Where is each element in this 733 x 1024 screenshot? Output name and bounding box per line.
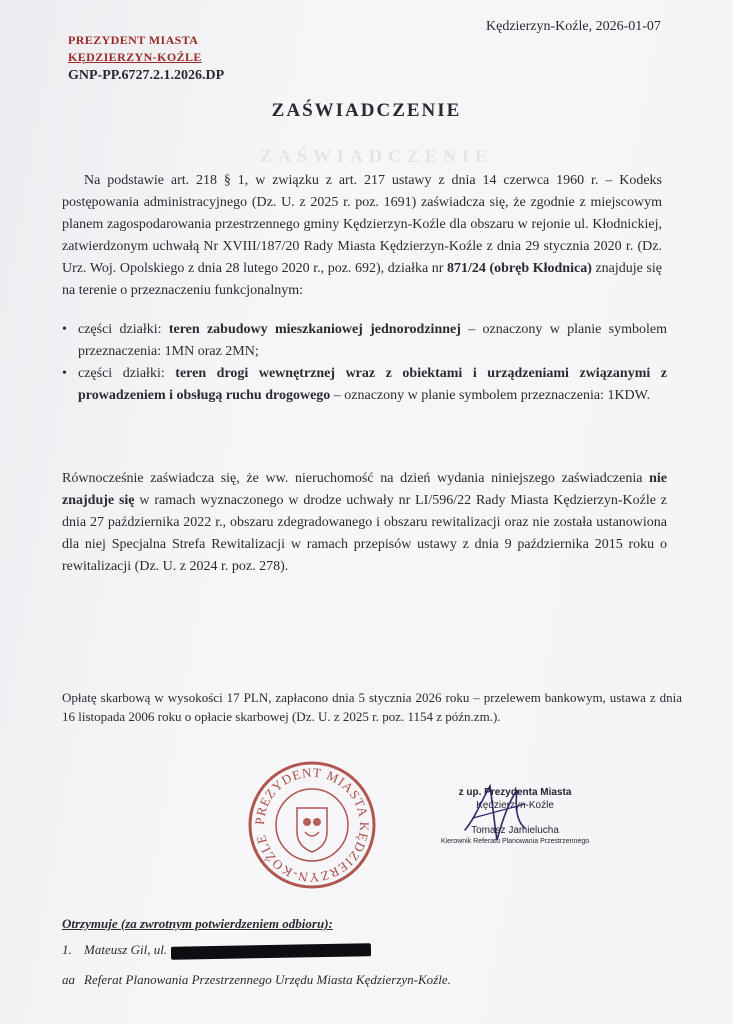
bullet2-bold: teren drogi wewnętrznej wraz z obiektami i urządzeniami związanymi z prowadzeniem i obsługą ruchu drogowego — [78, 366, 668, 403]
recipients-title: Otrzymuje (za zwrotnym potwierdzeniem odbioru): — [62, 916, 333, 931]
bullet2-suffix: – oznaczony w planie symbolem przeznaczenia: 1KDW. — [330, 388, 651, 403]
bullet1-prefix: części działki: — [78, 322, 169, 337]
recipient-1-number: 1. — [62, 942, 72, 957]
office-header-stamp — [68, 32, 202, 66]
signature-line1: z up. Prezydenta Miasta — [458, 787, 572, 798]
paragraph-revitalization — [62, 468, 667, 578]
bullet1-bold: teren zabudowy mieszkaniowej jednorodzinnej — [168, 322, 461, 337]
bullet2-prefix: części działki: — [78, 366, 176, 381]
redaction-bar — [171, 943, 371, 959]
paragraph-stamp-duty: Opłatę skarbową w wysokości 17 PLN, zapłacono dnia 5 stycznia 2026 roku – przelewem bankowym, ustawa z dnia 16 listopada 2006 roku o opłacie skarbowej (Dz. U. z 2025 r. poz. 1154 z późn.zm.). — [62, 690, 682, 724]
official-seal — [247, 760, 377, 890]
signatory-name: Tomasz Jamielucha — [471, 825, 559, 836]
paragraph-legal-basis — [62, 170, 662, 302]
office-header-line1: PREZYDENT MIASTA — [68, 33, 199, 47]
signatory-role: Kierownik Referatu Planowania Przestrzennego — [440, 838, 590, 845]
office-header-line2: KĘDZIERZYN-KOŹLE — [68, 50, 202, 64]
bleed-through-watermark: ZAŚWIADCZENIE — [260, 146, 494, 166]
recipient-2-text: Referat Planowania Przestrzennego Urzędu Miasta Kędzierzyn-Koźle. — [84, 972, 451, 987]
land-use-list — [62, 319, 667, 407]
document-reference: GNP-PP.6727.2.1.2026.DP — [68, 68, 225, 83]
bullet1-suffix: – oznaczony w planie symbolem przeznaczenia: 1MN oraz 2MN; — [78, 322, 667, 359]
recipient-2-number: aa — [62, 972, 75, 987]
paragraph2-bold: nie znajduje się — [62, 471, 667, 508]
place-and-date: Kędzierzyn-Koźle, 2026-01-07 — [486, 19, 661, 34]
svg-text:PREZYDENT MIASTA KĘDZIERZYN-KO — [252, 765, 372, 885]
signature-line2: Kędzierzyn-Koźle — [476, 800, 554, 811]
bullet-icon: • — [62, 322, 67, 337]
recipient-1-text: Mateusz Gil, ul. — [84, 942, 168, 957]
recipient-2 — [62, 972, 451, 988]
handwritten-signature — [455, 778, 545, 848]
paragraph1-text-b: znajduje się na terenie o przeznaczeniu funkcjonalnym: — [62, 261, 662, 298]
bullet-icon: • — [62, 366, 67, 381]
list-item — [62, 363, 667, 407]
parcel-number: 871/24 (obręb Kłodnica) — [447, 261, 592, 276]
seal-text: PREZYDENT MIASTA KĘDZIERZYN-KOŹLE — [251, 764, 373, 886]
recipient-1 — [62, 942, 371, 958]
list-item — [62, 319, 667, 363]
document-title: ZAŚWIADCZENIE — [271, 100, 462, 121]
paragraph1-text-a: Na podstawie art. 218 § 1, w związku z art. 217 ustawy z dnia 14 czerwca 1960 r. – Kodeks postępowania administracyjnego (Dz. U. z 2025 r. poz. 1691) zaświadcza się, że zgodnie z miejscowym planem zagospodarowania przestrzennego gminy Kędzierzyn-Koźle dla obszaru w rejonie ul. Kłodnickiej, zatwierdzonym uchwałą Nr XVIII/187/20 Rady Miasta Kędzierzyn-Koźle z dnia 29 stycznia 2020 r. (Dz. Urz. Woj. Opolskiego z dnia 28 lutego 2020 r., poz. 692), działka nr — [62, 173, 662, 276]
paragraph2-text-a: Równocześnie zaświadcza się, że ww. nieruchomość na dzień wydania niniejszego zaświadczenia — [62, 471, 650, 486]
paragraph2-text-b: w ramach wyznaczonego w drodze uchwały nr LI/596/22 Rady Miasta Kędzierzyn-Koźle z dnia 27 października 2022 r., obszaru zdegradowanego i obszaru rewitalizacji oraz nie została ustanowiona dla niej Specjalna Strefa Rewitalizacji w ramach przepisów ustawy z dnia 9 października 2015 roku o rewitalizacji (Dz. U. z 2024 r. poz. 278). — [62, 493, 667, 574]
